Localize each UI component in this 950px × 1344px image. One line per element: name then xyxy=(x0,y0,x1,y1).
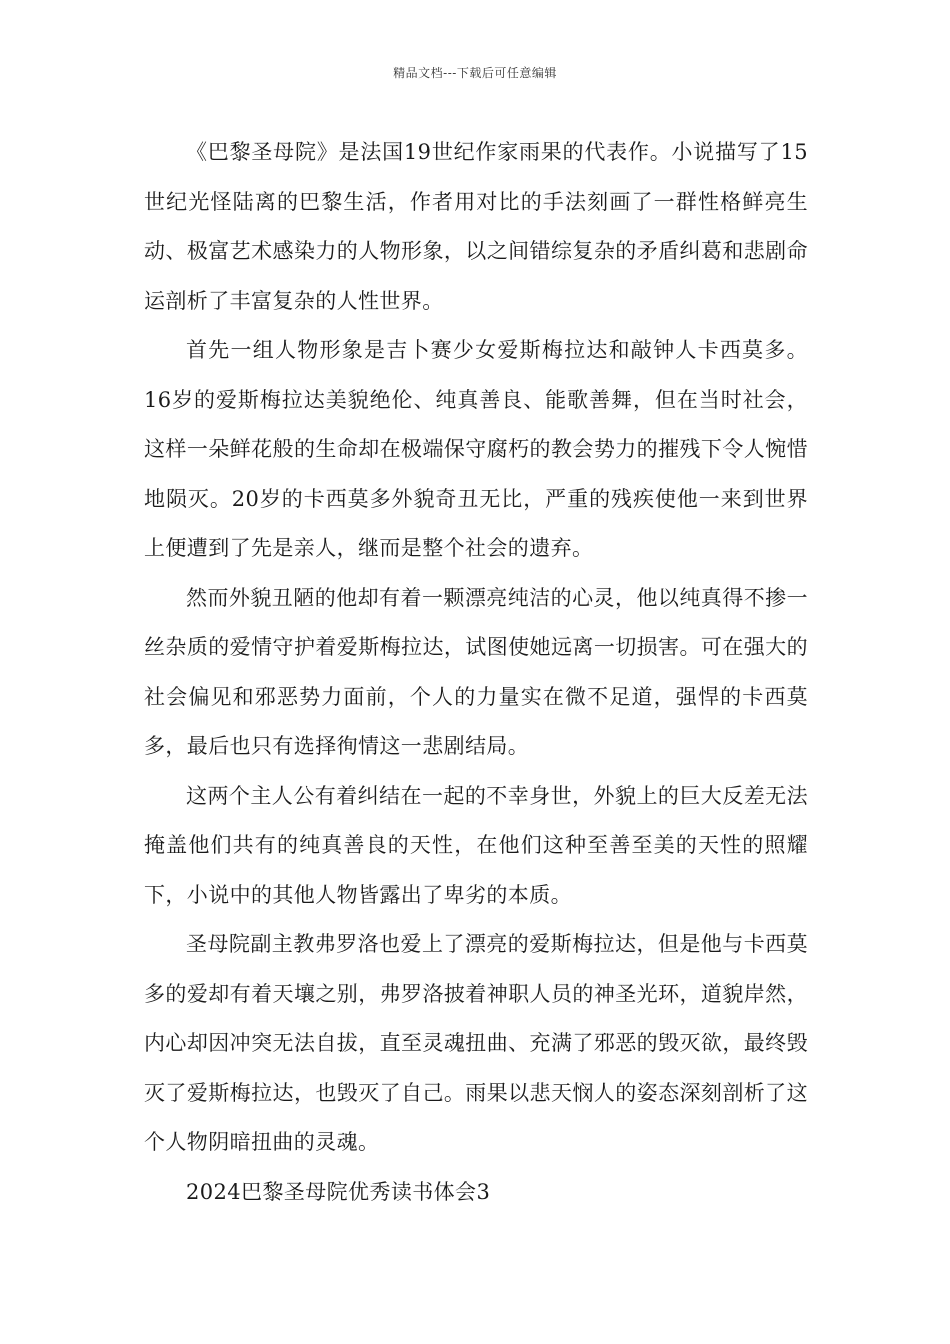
paragraph-quasimodo: 然而外貌丑陋的他却有着一颗漂亮纯洁的心灵，他以纯真得不掺一丝杂质的爱情守护着爱斯梅拉达，试图使她远离一切损害。可在强大的社会偏见和邪恶势力面前，个人的力量实在微不足道，强悍的卡西莫多，最后也只有选择徇情这一悲剧结局。 xyxy=(144,585,808,758)
page-header: 精品文档---下载后可任意编辑 xyxy=(393,66,557,80)
paragraph-characters: 首先一组人物形象是吉卜赛少女爱斯梅拉达和敲钟人卡西莫多。16岁的爱斯梅拉达美貌绝伦、纯真善良、能歌善舞，但在当时社会，这样一朵鲜花般的生命却在极端保守腐朽的教会势力的摧残下令人惋惜地陨灭。20岁的卡西莫多外貌奇丑无比，严重的残疾使他一来到世界上便遭到了先是亲人，继而是整个社会的遗弃。 xyxy=(144,338,808,560)
paragraph-protagonists: 这两个主人公有着纠结在一起的不幸身世，外貌上的巨大反差无法掩盖他们共有的纯真善良的天性，在他们这种至善至美的天性的照耀下，小说中的其他人物皆露出了卑劣的本质。 xyxy=(144,783,808,907)
document-body xyxy=(144,128,808,1217)
section-title: 2024巴黎圣母院优秀读书体会3 xyxy=(186,1179,491,1204)
paragraph-intro: 《巴黎圣母院》是法国19世纪作家雨果的代表作。小说描写了15世纪光怪陆离的巴黎生活，作者用对比的手法刻画了一群性格鲜亮生动、极富艺术感染力的人物形象，以之间错综复杂的矛盾纠葛和悲剧命运剖析了丰富复杂的人性世界。 xyxy=(144,140,808,313)
paragraph-frollo: 圣母院副主教弗罗洛也爱上了漂亮的爱斯梅拉达，但是他与卡西莫多的爱却有着天壤之别，弗罗洛披着神职人员的神圣光环，道貌岸然，内心却因冲突无法自拔，直至灵魂扭曲、充满了邪恶的毁灭欲，最终毁灭了爱斯梅拉达，也毁灭了自己。雨果以悲天悯人的姿态深刻剖析了这个人物阴暗扭曲的灵魂。 xyxy=(144,932,808,1154)
